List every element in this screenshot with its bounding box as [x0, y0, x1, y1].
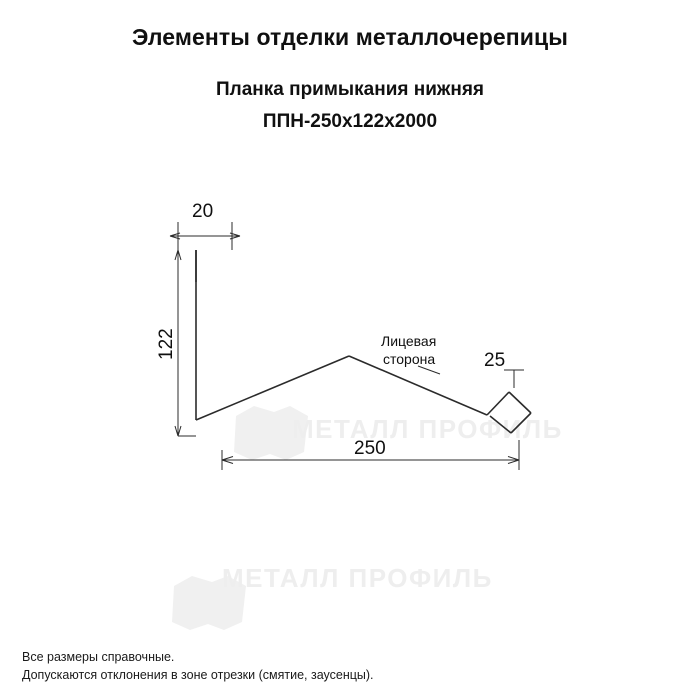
technical-drawing: [0, 170, 700, 593]
footer-note-2: Допускаются отклонения в зоне отрезки (смятие, заусенцы).: [22, 667, 374, 682]
face-side-label-line2: сторона: [383, 351, 436, 367]
product-name: Планка примыкания нижняя: [215, 79, 485, 100]
face-side-label-line1: Лицевая: [381, 333, 437, 349]
profile-outline: [196, 250, 531, 433]
dimension-20-text: 20: [192, 201, 214, 222]
dimension-25-text: 25: [484, 350, 506, 371]
footer-notes: [22, 648, 374, 684]
watermark-text-bottom: МЕТАЛЛ ПРОФИЛЬ: [222, 563, 493, 593]
dimension-20: [170, 201, 240, 250]
page-title: Элементы отделки металлочерепицы: [131, 24, 568, 50]
watermark-top: [234, 406, 563, 460]
dimension-122-text: 122: [156, 328, 177, 360]
footer-note-1: Все размеры справочные.: [22, 649, 175, 664]
face-side-label: [381, 333, 440, 374]
dimension-25: [484, 350, 524, 388]
title-block: [0, 0, 700, 133]
dimension-250-text: 250: [354, 438, 386, 459]
watermark-text-top: МЕТАЛЛ ПРОФИЛЬ: [292, 414, 563, 444]
product-code: ППН-250х122х2000: [262, 111, 438, 132]
dimension-122: [156, 250, 196, 436]
